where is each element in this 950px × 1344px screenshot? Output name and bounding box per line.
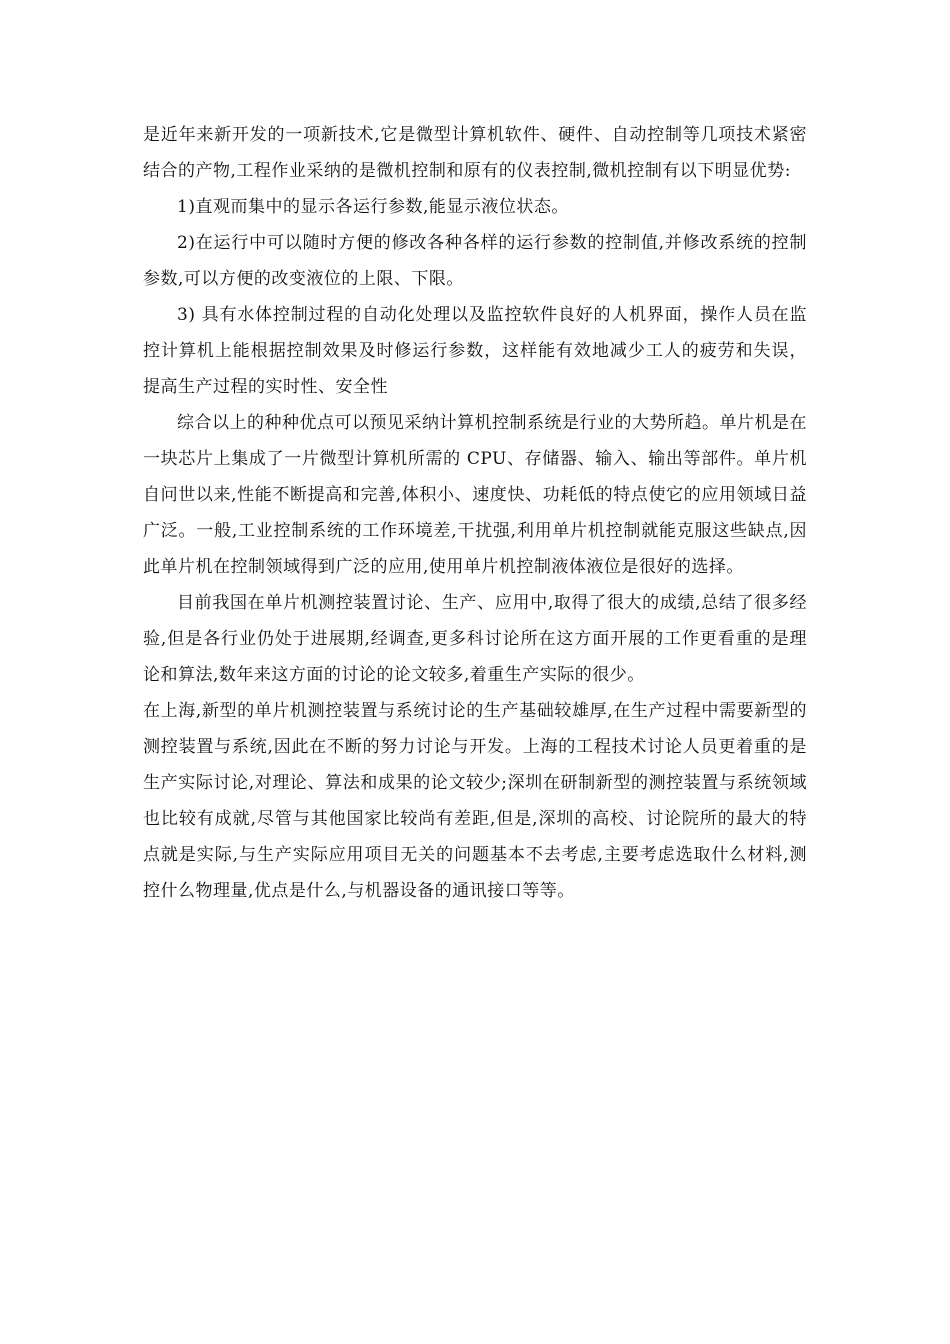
document-body (143, 117, 807, 909)
paragraph-item-3: 3) 具有水体控制过程的自动化处理以及监控软件良好的人机界面，操作人员在监控计算机上能根据控制效果及时修运行参数，这样能有效地减少工人的疲劳和失误，提高生产过程的实时性、安全性 (143, 305, 807, 397)
paragraph-summary: 综合以上的种种优点可以预见采纳计算机控制系统是行业的大势所趋。单片机是在一块芯片上集成了一片微型计算机所需的 CPU、存储器、输入、输出等部件。单片机自问世以来,性能不断提高和完善,体积小、速度快、功耗低的特点使它的应用领域日益广泛。一般,工业控制系统的工作环境差,干扰强,利用单片机控制就能克服这些缺点,因此单片机在控制领域得到广泛的应用,使用单片机控制液体液位是很好的选择。 (143, 413, 807, 577)
paragraph-domestic-status: 目前我国在单片机测控装置讨论、生产、应用中,取得了很大的成绩,总结了很多经验,但是各行业仍处于进展期,经调查,更多科讨论所在这方面开展的工作更看重的是理论和算法,数年来这方面的讨论的论文较多,着重生产实际的很少。 (143, 593, 807, 685)
paragraph-item-2: 2)在运行中可以随时方便的修改各种各样的运行参数的控制值,并修改系统的控制参数,可以方便的改变液位的上限、下限。 (143, 233, 807, 289)
paragraph-continuation: 是近年来新开发的一项新技术,它是微型计算机软件、硬件、自动控制等几项技术紧密结合的产物,工程作业采纳的是微机控制和原有的仪表控制,微机控制有以下明显优势: (143, 125, 807, 181)
paragraph-shanghai-shenzhen: 在上海,新型的单片机测控装置与系统讨论的生产基础较雄厚,在生产过程中需要新型的测控装置与系统,因此在不断的努力讨论与开发。上海的工程技术讨论人员更着重的是生产实际讨论,对理论、算法和成果的论文较少;深圳在研制新型的测控装置与系统领域也比较有成就,尽管与其他国家比较尚有差距,但是,深圳的高校、讨论院所的最大的特点就是实际,与生产实际应用项目无关的问题基本不去考虑,主要考虑选取什么材料,测控什么物理量,优点是什么,与机器设备的通讯接口等等。 (143, 701, 807, 901)
paragraph-item-1: 1)直观而集中的显示各运行参数,能显示液位状态。 (177, 197, 569, 217)
